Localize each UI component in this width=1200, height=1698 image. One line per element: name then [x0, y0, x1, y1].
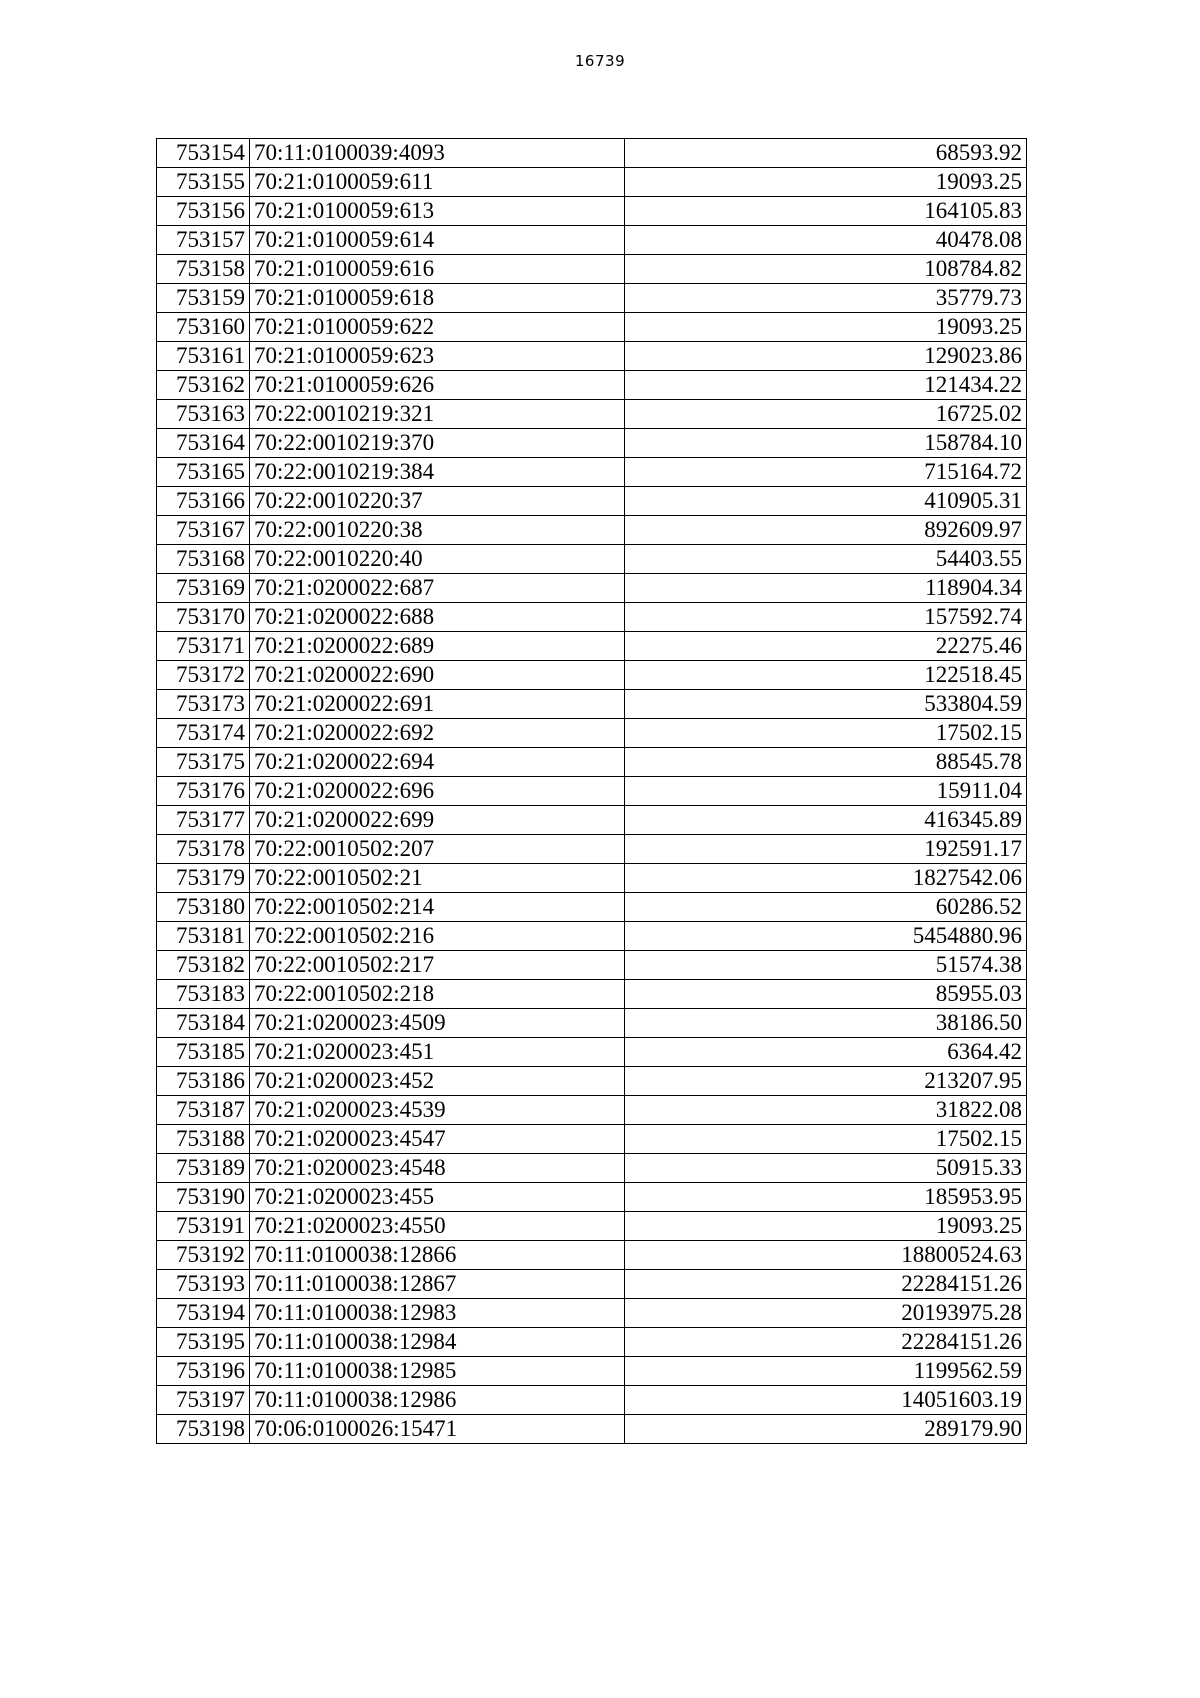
table-row: [157, 1212, 1027, 1241]
table-row: [157, 1357, 1027, 1386]
cadastral-value-cell: 19093.25: [625, 1212, 1027, 1241]
table-row: [157, 835, 1027, 864]
table-row: [157, 1386, 1027, 1415]
cadastral-number-cell: 70:22:0010502:218: [250, 980, 625, 1009]
cadastral-value-cell: 17502.15: [625, 1125, 1027, 1154]
row-number-cell: 753164: [157, 429, 250, 458]
row-number-cell: 753157: [157, 226, 250, 255]
row-number-cell: 753175: [157, 748, 250, 777]
row-number-cell: 753188: [157, 1125, 250, 1154]
cadastral-number-cell: 70:21:0200023:4548: [250, 1154, 625, 1183]
cadastral-number-cell: 70:21:0200022:687: [250, 574, 625, 603]
cadastral-number-cell: 70:21:0200022:694: [250, 748, 625, 777]
table-row: [157, 806, 1027, 835]
table-row: [157, 1096, 1027, 1125]
cadastral-value-cell: 22284151.26: [625, 1328, 1027, 1357]
table-row: [157, 690, 1027, 719]
table-row: [157, 661, 1027, 690]
table-row: [157, 951, 1027, 980]
table-row: [157, 719, 1027, 748]
cadastral-number-cell: 70:21:0100059:613: [250, 197, 625, 226]
table-row: [157, 400, 1027, 429]
cadastral-number-cell: 70:21:0100059:623: [250, 342, 625, 371]
cadastral-number-cell: 70:22:0010502:217: [250, 951, 625, 980]
cadastral-number-cell: 70:11:0100038:12867: [250, 1270, 625, 1299]
row-number-cell: 753170: [157, 603, 250, 632]
cadastral-value-cell: 88545.78: [625, 748, 1027, 777]
cadastral-number-cell: 70:21:0200023:4547: [250, 1125, 625, 1154]
cadastral-value-cell: 1199562.59: [625, 1357, 1027, 1386]
table-row: [157, 632, 1027, 661]
cadastral-number-cell: 70:21:0200022:690: [250, 661, 625, 690]
row-number-cell: 753166: [157, 487, 250, 516]
row-number-cell: 753187: [157, 1096, 250, 1125]
row-number-cell: 753183: [157, 980, 250, 1009]
row-number-cell: 753198: [157, 1415, 250, 1444]
row-number-cell: 753172: [157, 661, 250, 690]
table-row: [157, 429, 1027, 458]
cadastral-number-cell: 70:22:0010220:40: [250, 545, 625, 574]
cadastral-value-cell: 60286.52: [625, 893, 1027, 922]
cadastral-value-cell: 31822.08: [625, 1096, 1027, 1125]
row-number-cell: 753184: [157, 1009, 250, 1038]
table-row: [157, 139, 1027, 168]
cadastral-value-cell: 6364.42: [625, 1038, 1027, 1067]
cadastral-value-cell: 50915.33: [625, 1154, 1027, 1183]
cadastral-number-cell: 70:22:0010502:214: [250, 893, 625, 922]
cadastral-number-cell: 70:11:0100038:12985: [250, 1357, 625, 1386]
cadastral-value-cell: 1827542.06: [625, 864, 1027, 893]
table-row: [157, 1067, 1027, 1096]
row-number-cell: 753160: [157, 313, 250, 342]
cadastral-value-cell: 20193975.28: [625, 1299, 1027, 1328]
table-row: [157, 980, 1027, 1009]
table-row: [157, 342, 1027, 371]
cadastral-value-cell: 19093.25: [625, 168, 1027, 197]
row-number-cell: 753165: [157, 458, 250, 487]
cadastral-value-cell: 22275.46: [625, 632, 1027, 661]
table-row: [157, 1038, 1027, 1067]
row-number-cell: 753196: [157, 1357, 250, 1386]
cadastral-value-cell: 51574.38: [625, 951, 1027, 980]
cadastral-number-cell: 70:22:0010220:38: [250, 516, 625, 545]
row-number-cell: 753163: [157, 400, 250, 429]
row-number-cell: 753197: [157, 1386, 250, 1415]
cadastral-number-cell: 70:22:0010219:384: [250, 458, 625, 487]
table-row: [157, 1241, 1027, 1270]
cadastral-number-cell: 70:21:0200023:4509: [250, 1009, 625, 1038]
cadastral-value-cell: 68593.92: [625, 139, 1027, 168]
table-row: [157, 313, 1027, 342]
cadastral-number-cell: 70:21:0200023:455: [250, 1183, 625, 1212]
row-number-cell: 753191: [157, 1212, 250, 1241]
cadastral-value-cell: 5454880.96: [625, 922, 1027, 951]
cadastral-number-cell: 70:21:0200022:689: [250, 632, 625, 661]
cadastral-value-cell: 118904.34: [625, 574, 1027, 603]
cadastral-number-cell: 70:21:0100059:618: [250, 284, 625, 313]
cadastral-number-cell: 70:22:0010219:321: [250, 400, 625, 429]
cadastral-value-cell: 715164.72: [625, 458, 1027, 487]
row-number-cell: 753178: [157, 835, 250, 864]
table-row: [157, 1009, 1027, 1038]
table-row: [157, 748, 1027, 777]
row-number-cell: 753162: [157, 371, 250, 400]
cadastral-value-cell: 18800524.63: [625, 1241, 1027, 1270]
cadastral-value-cell: 38186.50: [625, 1009, 1027, 1038]
row-number-cell: 753171: [157, 632, 250, 661]
row-number-cell: 753155: [157, 168, 250, 197]
table-row: [157, 1183, 1027, 1212]
table-row: [157, 458, 1027, 487]
cadastral-value-cell: 17502.15: [625, 719, 1027, 748]
row-number-cell: 753177: [157, 806, 250, 835]
cadastral-value-cell: 416345.89: [625, 806, 1027, 835]
row-number-cell: 753154: [157, 139, 250, 168]
row-number-cell: 753176: [157, 777, 250, 806]
cadastral-number-cell: 70:21:0200022:699: [250, 806, 625, 835]
table-row: [157, 1125, 1027, 1154]
page-number: 16739: [574, 52, 626, 70]
cadastral-value-table: [156, 138, 1027, 1444]
table-row: [157, 1270, 1027, 1299]
cadastral-number-cell: 70:11:0100039:4093: [250, 139, 625, 168]
table-row: [157, 284, 1027, 313]
cadastral-number-cell: 70:21:0200023:4550: [250, 1212, 625, 1241]
cadastral-number-cell: 70:21:0200022:696: [250, 777, 625, 806]
cadastral-value-cell: 289179.90: [625, 1415, 1027, 1444]
cadastral-number-cell: 70:06:0100026:15471: [250, 1415, 625, 1444]
cadastral-number-cell: 70:22:0010502:21: [250, 864, 625, 893]
cadastral-number-cell: 70:21:0200023:451: [250, 1038, 625, 1067]
row-number-cell: 753189: [157, 1154, 250, 1183]
table-row: [157, 603, 1027, 632]
cadastral-number-cell: 70:21:0100059:611: [250, 168, 625, 197]
table-row: [157, 255, 1027, 284]
cadastral-number-cell: 70:21:0200022:691: [250, 690, 625, 719]
cadastral-value-cell: 410905.31: [625, 487, 1027, 516]
row-number-cell: 753173: [157, 690, 250, 719]
cadastral-value-cell: 14051603.19: [625, 1386, 1027, 1415]
cadastral-number-cell: 70:22:0010220:37: [250, 487, 625, 516]
row-number-cell: 753193: [157, 1270, 250, 1299]
cadastral-value-cell: 15911.04: [625, 777, 1027, 806]
table-row: [157, 574, 1027, 603]
cadastral-value-cell: 16725.02: [625, 400, 1027, 429]
table-row: [157, 922, 1027, 951]
row-number-cell: 753195: [157, 1328, 250, 1357]
cadastral-value-cell: 54403.55: [625, 545, 1027, 574]
cadastral-number-cell: 70:21:0200023:452: [250, 1067, 625, 1096]
table-row: [157, 1328, 1027, 1357]
cadastral-number-cell: 70:21:0100059:616: [250, 255, 625, 284]
row-number-cell: 753158: [157, 255, 250, 284]
row-number-cell: 753181: [157, 922, 250, 951]
cadastral-value-cell: 892609.97: [625, 516, 1027, 545]
table-row: [157, 371, 1027, 400]
cadastral-number-cell: 70:11:0100038:12986: [250, 1386, 625, 1415]
cadastral-number-cell: 70:11:0100038:12984: [250, 1328, 625, 1357]
cadastral-number-cell: 70:21:0200022:692: [250, 719, 625, 748]
row-number-cell: 753169: [157, 574, 250, 603]
table-row: [157, 1415, 1027, 1444]
row-number-cell: 753179: [157, 864, 250, 893]
table-row: [157, 545, 1027, 574]
cadastral-value-cell: 19093.25: [625, 313, 1027, 342]
cadastral-value-cell: 40478.08: [625, 226, 1027, 255]
row-number-cell: 753161: [157, 342, 250, 371]
cadastral-number-cell: 70:21:0200023:4539: [250, 1096, 625, 1125]
table-row: [157, 1154, 1027, 1183]
cadastral-value-cell: 129023.86: [625, 342, 1027, 371]
row-number-cell: 753182: [157, 951, 250, 980]
cadastral-value-cell: 108784.82: [625, 255, 1027, 284]
cadastral-value-cell: 192591.17: [625, 835, 1027, 864]
table-row: [157, 168, 1027, 197]
row-number-cell: 753156: [157, 197, 250, 226]
cadastral-number-cell: 70:21:0200022:688: [250, 603, 625, 632]
cadastral-number-cell: 70:11:0100038:12983: [250, 1299, 625, 1328]
cadastral-value-cell: 121434.22: [625, 371, 1027, 400]
table-row: [157, 864, 1027, 893]
cadastral-value-cell: 185953.95: [625, 1183, 1027, 1212]
table-row: [157, 893, 1027, 922]
row-number-cell: 753180: [157, 893, 250, 922]
row-number-cell: 753186: [157, 1067, 250, 1096]
table-row: [157, 777, 1027, 806]
cadastral-value-cell: 164105.83: [625, 197, 1027, 226]
cadastral-number-cell: 70:21:0100059:614: [250, 226, 625, 255]
table-row: [157, 197, 1027, 226]
table-row: [157, 226, 1027, 255]
cadastral-value-cell: 122518.45: [625, 661, 1027, 690]
cadastral-value-cell: 213207.95: [625, 1067, 1027, 1096]
table-body: [157, 139, 1027, 1444]
cadastral-value-cell: 35779.73: [625, 284, 1027, 313]
row-number-cell: 753192: [157, 1241, 250, 1270]
cadastral-value-cell: 158784.10: [625, 429, 1027, 458]
cadastral-number-cell: 70:22:0010219:370: [250, 429, 625, 458]
row-number-cell: 753159: [157, 284, 250, 313]
cadastral-value-cell: 157592.74: [625, 603, 1027, 632]
cadastral-number-cell: 70:22:0010502:216: [250, 922, 625, 951]
cadastral-value-cell: 22284151.26: [625, 1270, 1027, 1299]
table-row: [157, 516, 1027, 545]
row-number-cell: 753167: [157, 516, 250, 545]
cadastral-number-cell: 70:22:0010502:207: [250, 835, 625, 864]
row-number-cell: 753194: [157, 1299, 250, 1328]
table-row: [157, 1299, 1027, 1328]
row-number-cell: 753185: [157, 1038, 250, 1067]
cadastral-number-cell: 70:21:0100059:626: [250, 371, 625, 400]
cadastral-value-cell: 533804.59: [625, 690, 1027, 719]
table-row: [157, 487, 1027, 516]
cadastral-number-cell: 70:21:0100059:622: [250, 313, 625, 342]
row-number-cell: 753190: [157, 1183, 250, 1212]
row-number-cell: 753168: [157, 545, 250, 574]
cadastral-number-cell: 70:11:0100038:12866: [250, 1241, 625, 1270]
row-number-cell: 753174: [157, 719, 250, 748]
cadastral-value-cell: 85955.03: [625, 980, 1027, 1009]
